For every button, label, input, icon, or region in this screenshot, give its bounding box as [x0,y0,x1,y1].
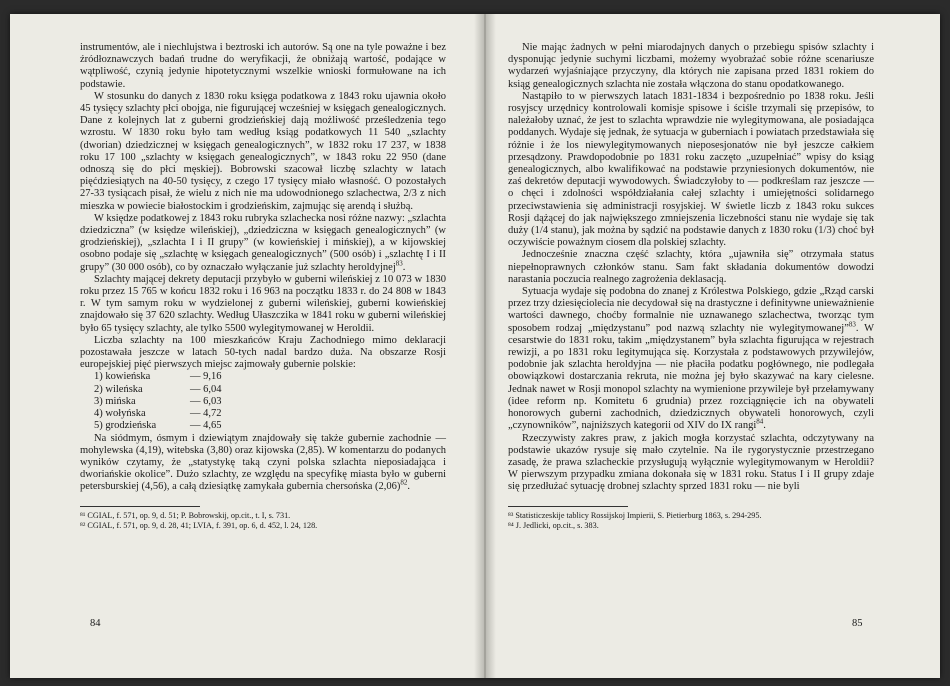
footnote-divider [508,506,628,507]
paragraph-text: . W cesarstwie do 1831 roku, takim „międzystanem” była szlachta figurująca w rejestrach rewizji, a po 1831 roku legitymująca się. Korzystała z podstawowych przywilejów, podobnie jak szlachta heroldyjna — nie płaciła podatku pogłównego, nie podlegała obowiązkowi dostarczania rekruta, nie można jej było skazywać na kary cielesne. Jednak nawet w Rosji monopol szlachty na wymienione przywileje był przełamywany (idee reform np. Komitetu 6 grudnia) przez rozciągnięcie ich na obywateli honorowych guberni zachodnich, dziedzicznych obywateli honorowych, czyli „czynowników”, najniższych kategorii od XIV do IX rangi [508,322,874,432]
list-item [94,408,446,420]
list-item-name: 4) wołyńska [94,408,146,420]
list-item-value: — 9,16 [190,371,222,383]
paragraph: Szlachty mającej dekrety deputacji przybyło w guberni wileńskiej z 10 073 w 1830 roku przez 15 765 w końcu 1832 roku i 16 963 na początku 1833 r. do 24 808 w 1843 r. W tym samym roku w wydzielonej z guberni wileńskiej, guberni kowieńskiej znajdowało się 37 620 szlachty. Według Ułaszczika w 1841 roku w guberni wileńskiej było 65 tysięcy szlachty, ale tylko 5500 wylegitymowanej w Heroldii. [80,273,446,334]
list-item-name: 3) mińska [94,395,136,407]
list-item [94,371,446,383]
page-number-left: 84 [90,618,101,629]
left-page [80,42,446,531]
left-page-body [80,42,446,494]
list-item [94,420,446,432]
paragraph: Liczba szlachty na 100 mieszkańców Kraju Zachodniego mimo deklaracji pozostawała jeszcze w latach 50-tych nadal bardzo duża. Na obszarze Rosji europejskiej pięć pierwszych miejsc zajmowały gubernie polskie: [80,334,446,371]
paragraph: W księdze podatkowej z 1843 roku rubryka szlachecka nosi różne nazwy: „szlachta dziedziczna” (w księdze wileńskiej), „dziedziczna w księgach genealogicznych” (w grodzieńskiej), „szlachta I i II grupy” (w kowieńskiej i mińskiej), a w kijowskiej osobno podaje się „szlachtę w księgach genealogicznych” (500 osób) i „szlachtę I i II grupy” (30 000 osób), co by oznaczało wyłączanie już szlachty heroldyjnej$^{83}$. [80,212,446,273]
book-spread [10,14,940,678]
paragraph: W stosunku do danych z 1830 roku księga podatkowa z 1843 roku ujawnia około 45 tysięcy szlachty płci obojga, nie figurującej wcześniej w księgach genealogicznych. Dane z kolejnych lat z guberni grodzieńskiej dają możliwość prześledzenia tego wzrostu. W 1830 roku było tam według ksiąg podatkowych 11 540 „szlachty (dworian) dziedzicznej w księgach genealogicznych”, w 1832 roku 17 237, w 1838 roku 17 100 „szlachty w księgach genealogicznych”, w 1843 roku 22 950 (dane odnoszą się do płci męskiej). Bobrowski szacował liczbę szlachty w latach pięćdziesiątych na 40-50 tysięcy, z czego 17 tysięcy miało własność. O pozostałych 27-33 tysiącach pisał, że wielu z nich nie ma udowodnionego szlachectwa, 2/3 z nich mieszka w powiecie białostockim i grodzieńskim, zajmując się arendą i służbą. [80,90,446,212]
paragraph: Rzeczywisty zakres praw, z jakich mogła korzystać szlachta, odczytywany na podstawie ukazów rysuje się mało czytelnie. Na ile rygorystycznie przestrzegano zasadę, że prawa szlacheckie przysługują wyłącznie wylegitymowanym w Heroldii? W pierwszym przypadku zmiana dokonała się w 1831 roku. Status I i II grupy zdaje się przedłużać sytuację drobnej szlachty sprzed 1831 roku — nie byli [508,432,874,493]
paragraph: Na siódmym, ósmym i dziewiątym znajdowały się także gubernie zachodnie — mohylewska (4,19), witebska (3,80) oraz kijowska (2,85). W komentarzu do podanych wyników czytamy, że „statystykę taką czyni polska szlachta nieposiadająca i dworiańskie okolice”. Dużo szlachty, ze względu na specyfikę miasta było w guberni petersburskiej (4,56), a całą dziesiątkę zamykała gubernia chersońska $(2,06)^{82}$. [80,432,446,493]
list-item [94,384,446,396]
list-item-value: — 4,72 [190,408,222,420]
right-page [508,42,874,531]
list-item-name: 1) kowieńska [94,371,151,383]
list-item [94,396,446,408]
page-number-right: 85 [852,618,863,629]
right-page-body [508,42,874,494]
footnote: ⁸¹ CGIAL, f. 571, op. 9, d. 51; P. Bobrowskij, op.cit., t. I, s. 731. [80,510,291,520]
list-item-value: — 4,65 [190,420,222,432]
footnote: ⁸² CGIAL, f. 571, op. 9, d. 28, 41; LVIA, f. 391, op. 6, d. 452, l. 24, 128. [80,520,318,530]
paragraph: Sytuacja wydaje się podobna do znanej z Królestwa Polskiego, gdzie „Rząd carski przez trzy dziesięciolecia nie decydował się na drastyczne i definitywne unieważnienie wartości dawnego, choćby formalnie nie uznawanego szlachectwa, tworząc tym sposobem rodzaj „międzystanu” pod nazwą szlachty nie wylegitymowanej”$^{83}$. W cesarstwie do 1831 roku, takim „międzystanem” była szlachta figurująca w rejestrach rewizji, a po 1831 roku legitymująca się. Korzystała z podstawowych przywilejów, podobnie jak szlachta heroldyjna — nie płaciła podatku pogłównego, nie podlegała obowiązkowi dostarczania rekruta, nie można jej było skazywać na kary cielesne. Jednak nawet w Rosji monopol szlachty na wymienione przywileje był przełamywany (idee reform np. Komitetu 6 grudnia) przez rozciągnięcie ich na obywateli honorowych guberni zachodnich, dziedzicznych obywateli honorowych, czyli „czynowników”, najniższych kategorii od XIV do IX rangi$^{84}$. [508,286,874,432]
paragraph-text: Na siódmym, ósmym i dziewiątym znajdowały się także gubernie zachodnie — mohylewska (4,19), witebska (3,80) oraz kijowska (2,85). W komentarzu do podanych wyników czytamy, że „statystykę taką czyni polska szlachta nieposiadająca i dworiańskie okolice”. Dużo szlachty, ze względu na specyfikę miasta było w guberni petersburskiej (4,56), a całą dziesiątkę zamykała gubernia chersońska (2,06) [80,432,446,493]
footnote-ref: 82 [400,478,408,487]
paragraph: Jednocześnie znaczna część szlachty, która „ujawniła się” otrzymała status niepełnoprawnych członków stanu. Sam fakt składania dokumentów dowodzi narastania poczucia realnego zagrożenia deklasacją. [508,249,874,285]
paragraph-text: Sytuacja wydaje się podobna do znanej z Królestwa Polskiego, gdzie „Rząd carski przez trzy dziesięciolecia nie decydował się na drastyczne i definitywne unieważnienie wartości dawnego, choćby formalnie nie uznawanego szlachectwa, tworząc tym sposobem rodzaj „międzystanu” pod nazwą szlachty nie wylegitymowanej” [508,286,874,334]
footnote-ref: 84 [756,417,764,426]
paragraph: Nie mając żadnych w pełni miarodajnych danych o przebiegu spisów szlachty i dysponując jedynie suchymi liczbami, możemy wyobrażać sobie różne scenariusze wydarzeń wyjaśniające przyczyny, dla których nie zapisana przed 1831 rokiem do ksiąg genealogicznych szlachta nie została włączona do stanu opodatkowanego. [508,42,874,90]
footnote-ref: 83 [848,320,856,329]
list-item-name: 2) wileńska [94,383,143,395]
footnote: ⁸³ Statisticzeskije tablicy Rossijskoj Impierii, S. Pietierburg 1863, s. 294-295. [508,510,762,520]
footnote-divider [80,506,200,507]
list-item-value: — 6,04 [190,383,222,395]
gubernia-ranking-list [80,371,446,432]
paragraph-text: W księdze podatkowej z 1843 roku rubryka szlachecka nosi różne nazwy: „szlachta dziedziczna” (w księdze wileńskiej), „dziedziczna w księgach genealogicznych” (w grodzieńskiej), „szlachta I i II grupy” (w kowieńskiej i mińskiej), a w kijowskiej osobno podaje się „szlachtę w księgach genealogicznych” (500 osób) i „szlachtę I i II grupy” (30 000 osób), co by oznaczało wyłączanie już szlachty heroldyjnej [80,212,446,273]
paragraph: instrumentów, ale i niechlujstwa i beztroski ich autorów. Są one na tyle poważne i bez źródłoznawczych badań trudne do weryfikacji, że obniżają wartość, podające w wątpliwość, czynią jedynie hipotetycznymi wszelkie wnioski formułowane na ich podstawie. [80,42,446,90]
footnote-ref: 83 [395,259,403,268]
paragraph: Nastąpiło to w pierwszych latach 1831-1834 i bezpośrednio po 1838 roku. Jeśli rosyjscy urzędnicy kontrolowali komisje spisowe i ściśle trzymali się przepisów, to należałoby uznać, że jest to szlachta wprawdzie nie wylegitymowana, ale posiadająca poddanych. Wydaje się jednak, że sytuacja w guberniach i powiatach przedstawiała się różnie i że los niewylegitymowanych nieposesjonatów nie był jeszcze całkiem przesądzony. Prawdopodobnie po 1831 roku zaczęto „uzupełniać” wpisy do ksiąg genealogicznych, albo kwalifikować na podstawie przyniesionych dokumentów, nie zaś dekretów deputacji wywodowych. Świadczyłoby to — podkreślam raz jeszcze — o chęci i zdolności współdziałania całej szlachty i umiejętności solidarnego przeciwstawienia się administracji rosyjskiej. W świetle liczb z 1843 roku sukces Rosji dążącej do jak największego zmniejszenia liczebności stanu nie wydaje się tak duży (1/4 stanu), jak można by sądzić na podstawie danych z 1830 roku (1/3) choć był oczywiście poważnym ciosem dla polskiej szlachty. [508,90,874,249]
list-item-value: — 6,03 [190,395,222,407]
book-gutter [474,14,496,678]
list-item-name: 5) grodzieńska [94,420,157,432]
footnote: ⁸⁴ J. Jedlicki, op.cit., s. 383. [508,520,599,530]
